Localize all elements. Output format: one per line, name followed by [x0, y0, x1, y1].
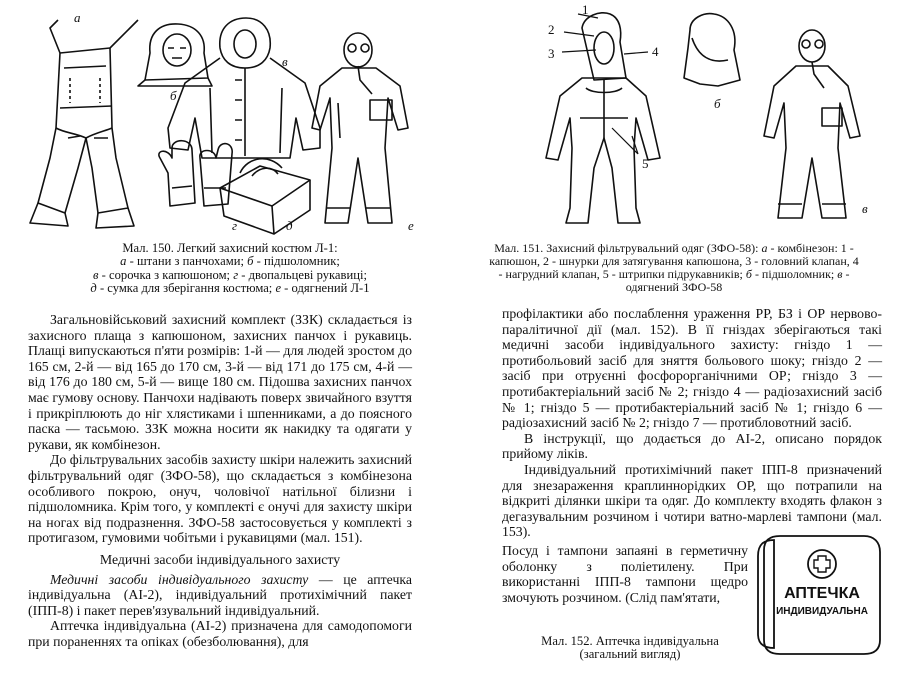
section-heading: Медичні засоби індивідуального захисту [99, 551, 341, 567]
figure-150 [20, 8, 440, 238]
kit-label-line2: ИНДИВИДУАЛЬНА [776, 606, 868, 617]
callout-2: 2 [548, 22, 555, 37]
paragraph-instruction: В інструкції, що додається до АІ-2, описано порядок прийому ліків. [502, 430, 882, 462]
callout-1: 1 [582, 2, 589, 17]
right-body-text [502, 306, 882, 540]
balaclava-drawing-2 [684, 14, 740, 86]
label-v: в [282, 54, 288, 69]
hooded-shirt-drawing [168, 18, 320, 158]
label-a: а [74, 10, 81, 25]
paragraph-tampons: Посуд і тампони запаяні в герметичну оболонку з поліетилену. При використанні ІПП-8 тампони щедро змочують розчином. (Слід пам'ятати, [502, 543, 748, 605]
figure-150-caption: Мал. 150. Легкий захисний костюм Л-1: а - штани з панчохами; б - підшоломник; в - сорочка з капюшоном; г - двопальцеві рукавиці; д - сумка для зберігання костюма; е - одягнений Л-1 [90, 241, 370, 296]
paragraph-ai2-cont: профілактики або послаблення ураження РР, БЗ і ОР нервово-паралітичної дії (мал. 152). В її гніздах зберігаються такі медичні засоби індивідуального захисту: гніздо 1 — протибольовий засіб для зняття больового шоку; гніздо 2 — засіб при отруєнні фосфорорганічними ОР; гніздо 3 — протибактеріальний засіб № 2; гніздо 4 — радіозахисний засіб № 1; гніздо 5 — протибактеріальний засіб № 1; гніздо 6 — радіозахисний засіб № 2; гніздо 7 — протибловотний засіб. [502, 306, 882, 431]
callout-4: 4 [652, 44, 659, 59]
right-body-text-narrow [502, 543, 748, 605]
callout-5: 5 [642, 156, 649, 171]
dressed-person-drawing [312, 33, 408, 223]
figure-151 [542, 2, 872, 233]
label-e: е [408, 218, 414, 233]
paragraph-ai2: Аптечка індивідуальна (АІ-2) призначена для самодопомоги при пораненнях та опіках (обезболювання), для [28, 618, 412, 649]
label-g: г [232, 218, 238, 233]
label-v-2: в [862, 201, 868, 216]
caption-150-title: Мал. 150. Легкий захисний костюм Л-1: [122, 241, 338, 255]
right-page [452, 0, 905, 675]
figure-152-caption: Мал. 152. Аптечка індивідуальна (загальний вигляд) [541, 634, 719, 662]
left-body-text [28, 312, 412, 649]
trousers-drawing [30, 20, 138, 228]
paragraph-medical: Медичні засоби індивідуального захисту — це аптечка індивідуальна (АІ-2), індивідуальний протихімічний пакет (ІПП-8) і пакет перев'язувальний індивідуальний. [28, 571, 412, 618]
figure-151-caption: Мал. 151. Захисний фільтрувальний одяг (ЗФО-58): а - комбінезон: 1 - капюшон, 2 - шнурки для затягування капюшона, 3 - головний клапан, 4 - нагрудний клапан, 5 - штрипки підрукавників; б - підшоломник; в - одягнений ЗФО-58 [489, 241, 859, 294]
coverall-drawing [546, 13, 660, 223]
callout-3: 3 [548, 46, 555, 61]
label-b-2: б [714, 96, 721, 111]
paragraph-ipp8: Індивідуальний протихімічний пакет ІПП-8 призначений для знезараження краплиннорідких ОР, що потрапили на відкриті ділянки шкіри та одяг. До комплекту входять флакон з дегазувальним розчином і чотири ватно-марлеві тампони (мал. 153). [502, 461, 882, 540]
kit-label-line1: АПТЕЧКА [784, 585, 860, 602]
label-b: б [170, 88, 177, 103]
balaclava-drawing [138, 24, 212, 86]
paragraph-zzk: Загальновійськовий захисний комплект (ЗЗК) складається із захисного плаща з капюшоном, захисних панчох і рукавиць. Плащі випускаються п'яти розмірів: 1-й — для людей зростом до 165 см, 2-й — від 165 до 170 см, 3-й — від 171 до 175 см, 4-й — від 176 до 180 см, 5-й — вище 180 см. Підошва захисних панчох має гумову основу. Панчохи надівають поверх звичайного взуття і прикріплюють до ніг хлястиками і шпенниками, а до поясного паска — тасьмою. ЗЗК можна носити як накидку та одягати у рукави, як комбінезон. [28, 312, 412, 452]
label-d: д [286, 218, 293, 233]
dressed-person-drawing-2 [764, 30, 860, 218]
first-aid-kit-illustration [752, 530, 892, 660]
paragraph-zfo: До фільтрувальних засобів захисту шкіри належить захисний фільтрувальний одяг (ЗФО-58), що складається з комбінезона особливого покрою, онуч, чоловічої натільної білизни і підшоломника. Крім того, у комплекті є онучі для захисту шкіри на ногах від подразнення. ЗФО-58 застосовується у комплекті з протигазом, гумовими чобітьми і рукавицями (мал. 151). [28, 452, 412, 546]
left-page [0, 0, 452, 675]
